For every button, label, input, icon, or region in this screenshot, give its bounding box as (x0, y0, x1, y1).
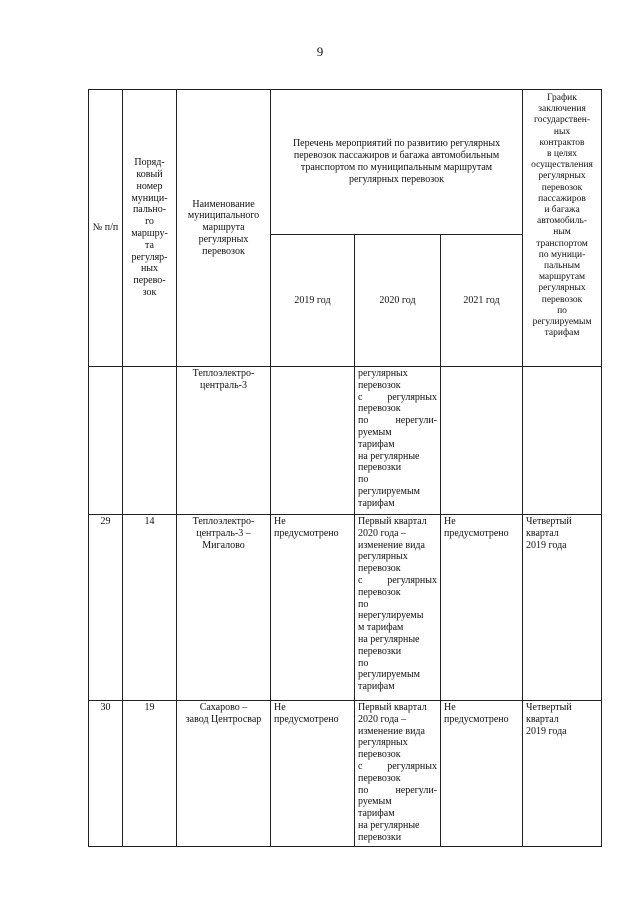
header-schedule-line: транспортом (536, 238, 588, 249)
y2020-line: изменение вида (358, 539, 425, 551)
cell-route-number: 14 (123, 515, 177, 701)
header-measures (271, 90, 523, 235)
header-route-number-line: регуляр- (131, 251, 168, 263)
cell-route-number: 19 (123, 701, 177, 847)
header-route-number-line: та (145, 239, 154, 251)
header-schedule-line: контрактов (539, 137, 585, 148)
y2020-line: м тарифам (358, 622, 404, 634)
cell-schedule (523, 515, 602, 701)
y2019-line: Не (274, 702, 286, 713)
y2020-line: перевозок (358, 403, 401, 415)
schedule-line: 2019 года (526, 539, 567, 551)
y2020-line: по (358, 657, 369, 669)
y2020-line: перевозок (358, 586, 401, 598)
route-name-line: Теплоэлектро- (192, 516, 255, 527)
cell-route-number (123, 367, 177, 515)
header-2021 (441, 235, 523, 367)
header-route-number-line: зок (142, 286, 157, 298)
header-schedule-line: и багажа (544, 205, 580, 216)
y2020-line: перевозок (358, 772, 401, 784)
y2020-line: регулярных (358, 368, 408, 379)
header-measures-line: транспортом по муниципальным маршрутам (300, 162, 493, 173)
y2019-line: предусмотрено (274, 713, 339, 725)
header-route-name-line: Наименование (192, 198, 255, 210)
header-measures-line: перевозок пассажиров и багажа автомобильным (293, 150, 500, 162)
header-schedule-line: по муници- (538, 249, 586, 260)
y2020-line: перевозки (358, 645, 402, 657)
y2020-line: тарифам (358, 808, 395, 820)
cell-2021 (441, 515, 523, 701)
header-schedule-line: автомобиль- (537, 216, 587, 227)
header-route-name-line: регулярных (198, 233, 249, 245)
cell-2019 (271, 701, 355, 847)
header-route-number-line: маршру- (131, 228, 168, 239)
y2020-line: тарифам (358, 681, 395, 693)
header-2020-text: 2020 год (379, 294, 416, 306)
y2020-line: с регулярных (358, 574, 437, 586)
header-schedule-line: осуществления (531, 160, 593, 171)
route-name-line: завод Центросвар (185, 713, 262, 725)
header-route-number-line: пально- (132, 204, 167, 216)
cell-no: 29 (89, 515, 123, 701)
y2020-line: на регулярные (358, 819, 420, 831)
table-row (89, 515, 602, 701)
table-row (89, 367, 602, 515)
header-schedule (523, 90, 602, 367)
y2020-line: тарифам (358, 438, 395, 450)
y2020-line: перевозок (358, 379, 401, 391)
y2020-line: регулируемым (358, 669, 420, 681)
y2021-line: Не (444, 702, 456, 713)
header-schedule-line: пассажиров (538, 193, 586, 204)
header-route-number-line: го (145, 216, 154, 228)
header-route-name-line: муниципального (187, 210, 260, 222)
cell-2021 (441, 367, 523, 515)
header-route-name (177, 90, 271, 367)
y2020-line: регулярных (358, 551, 408, 563)
y2020-line: по (358, 474, 369, 486)
header-schedule-line: пальным (544, 261, 580, 272)
page-number: 9 (316, 44, 324, 59)
y2021-line: предусмотрено (444, 713, 509, 725)
header-route-name-line: маршрута (202, 222, 245, 234)
header-schedule-line: по (557, 305, 567, 316)
y2021-line: Не (444, 516, 456, 527)
y2020-line: с регулярных (358, 391, 437, 403)
header-no (89, 90, 123, 367)
y2020-line: по нерегули- (358, 784, 437, 796)
header-route-number-line: муници- (131, 192, 168, 204)
cell-route-name (177, 701, 271, 847)
cell-2020 (355, 701, 441, 847)
header-measures-line: регулярных перевозок (349, 173, 444, 185)
header-2019 (271, 235, 355, 367)
header-schedule-line: перевозок (541, 182, 583, 193)
route-name-line: централь-3 (199, 379, 248, 391)
header-no-text: № п/п (92, 222, 119, 234)
y2020-line: по (358, 598, 369, 610)
routes-table (88, 89, 602, 847)
header-schedule-line: регулируемым (532, 317, 592, 328)
y2020-line: на регулярные (358, 450, 420, 462)
schedule-line: Четвертый (526, 702, 572, 713)
cell-route-name (177, 367, 271, 515)
y2020-line: перевозок (358, 563, 401, 575)
y2020-line: перевозки (358, 462, 402, 474)
y2020-line: изменение вида (358, 725, 425, 737)
y2020-line: руемым (358, 796, 392, 808)
cell-2019 (271, 515, 355, 701)
cell-no (89, 367, 123, 515)
header-schedule-line: ных (553, 126, 571, 137)
y2020-line: тарифам (358, 497, 395, 509)
route-name-line: Мигалово (202, 539, 245, 551)
y2020-line: Первый квартал (358, 702, 427, 713)
header-schedule-line: маршрутам (538, 272, 586, 283)
header-route-number (123, 90, 177, 367)
y2020-line: 2020 года – (358, 527, 407, 539)
cell-schedule (523, 701, 602, 847)
table-row (89, 701, 602, 847)
header-route-name-line: перевозок (202, 245, 245, 257)
header-schedule-line: ным (553, 227, 571, 238)
header-route-number-line: ных (140, 263, 159, 275)
route-name-line: централь-3 – (196, 527, 251, 539)
header-schedule-line: тарифам (544, 328, 580, 339)
cell-2020 (355, 515, 441, 701)
header-schedule-line: государствен- (534, 115, 590, 126)
y2020-line: по нерегули- (358, 415, 437, 427)
header-schedule-line: регулярных (538, 283, 586, 294)
y2020-line: с регулярных (358, 760, 437, 772)
schedule-line: 2019 года (526, 725, 567, 737)
y2020-line: 2020 года – (358, 713, 407, 725)
route-name-line: Сахарово – (199, 702, 248, 713)
y2020-line: перевозок (358, 749, 401, 761)
cell-2019 (271, 367, 355, 515)
y2020-line: перевозки (358, 831, 402, 843)
header-route-number-line: ковый (136, 169, 163, 181)
header-route-number-line: номер (136, 180, 163, 192)
y2021-line: предусмотрено (444, 527, 509, 539)
cell-2021 (441, 701, 523, 847)
cell-no: 30 (89, 701, 123, 847)
header-schedule-line: перевозок (541, 294, 583, 305)
y2020-line: на регулярные (358, 633, 420, 645)
y2020-line: нерегулируемы (358, 610, 424, 622)
header-measures-line: Перечень мероприятий по развитию регулярных (292, 138, 501, 150)
y2020-line: руемым (358, 426, 392, 438)
header-route-number-line: перево- (133, 275, 166, 287)
header-schedule-line: в целях (547, 149, 578, 160)
schedule-line: Четвертый (526, 516, 572, 527)
y2019-line: Не (274, 516, 286, 527)
y2020-line: регулируемым (358, 485, 420, 497)
route-name-line: Теплоэлектро- (192, 368, 255, 379)
cell-2020 (355, 367, 441, 515)
header-2019-text: 2019 год (294, 294, 331, 306)
schedule-line: квартал (526, 713, 559, 725)
header-schedule-line: регулярных (538, 171, 586, 182)
y2020-line: Первый квартал (358, 516, 427, 527)
y2020-line: регулярных (358, 737, 408, 749)
y2019-line: предусмотрено (274, 527, 339, 539)
schedule-line: квартал (526, 527, 559, 539)
header-route-number-line: Поряд- (134, 157, 165, 169)
header-2020 (355, 235, 441, 367)
header-schedule-line: График (547, 93, 577, 103)
cell-route-name (177, 515, 271, 701)
header-2021-text: 2021 год (463, 294, 500, 306)
header-schedule-line: заключения (538, 104, 586, 115)
cell-schedule (523, 367, 602, 515)
